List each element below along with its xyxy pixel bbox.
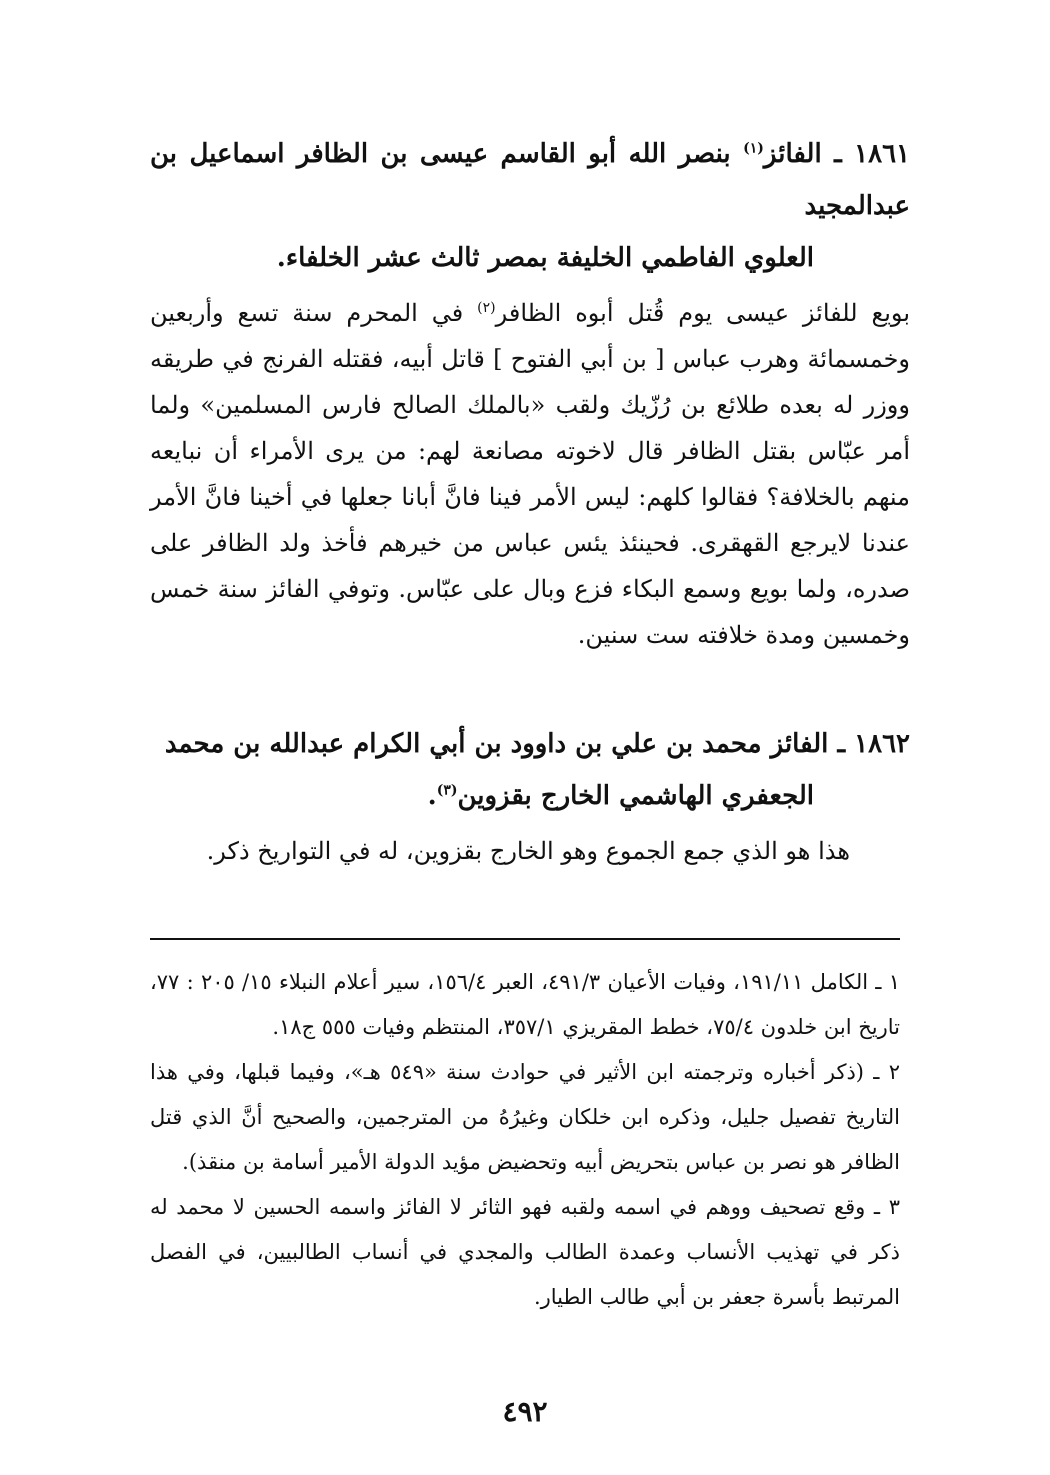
entry-heading <box>150 718 910 822</box>
entry-text <box>150 828 910 874</box>
body-text: بويع للفائز عيسى يوم قُتل أبوه الظافر <box>495 299 910 327</box>
entry-heading <box>150 128 910 284</box>
footnote-3: ٣ ـ وقع تصحيف ووهم في اسمه ولقبه فهو الثائر لا الفائز واسمه الحسين لا محمد له ذكر في تهذيب الأنساب وعمدة الطالب والمجدي في أنساب الطالبيين، في الفصل المرتبط بأسرة جعفر بن أبي طالب الطيار. <box>150 1195 900 1309</box>
heading-text: الفائز محمد بن علي بن داوود بن أبي الكرام عبدالله بن محمد <box>164 729 829 759</box>
footnote-2: ٢ ـ (ذكر أخباره وترجمته ابن الأثير في حوادث سنة «٥٤٩ هـ»، وفيما قبلها، وفي هذا التاريخ تفصيل جليل، وذكره ابن خلكان وغيرُهُ من المترجمين، والصحيح أنَّ الذي قتل الظافر هو نصر بن عباس بتحريض أبيه وتحضيض مؤيد الدولة الأمير أسامة بن منقذ). <box>150 1060 900 1174</box>
entry-text <box>150 290 910 658</box>
footnote-ref: (٣) <box>436 782 458 799</box>
footnote-1: ١ ـ الكامل ١٩١/١١، وفيات الأعيان ٤٩١/٣، العبر ١٥٦/٤، سير أعلام النبلاء ١٥/ ٢٠٥ : ٧٧، تاريخ ابن خلدون ٧٥/٤، خطط المقريزي ٣٥٧/١، المنتظم وفيات ٥٥٥ ج١٨. <box>150 970 900 1039</box>
heading-subtitle: العلوي الفاطمي الخليفة بمصر ثالث عشر الخلفاء. <box>276 243 814 273</box>
heading-text: الفائز <box>763 139 822 169</box>
footnote-ref: (١) <box>743 140 764 157</box>
entry-number: ١٨٦٢ ـ <box>837 729 910 759</box>
footnotes <box>150 960 900 1320</box>
heading-subtitle-text: الجعفري الهاشمي الخارج بقزوين <box>457 781 814 811</box>
heading-end-mark: . <box>427 781 437 811</box>
heading-subtitle <box>150 770 910 822</box>
heading-text: بنصر الله أبو القاسم عيسى بن الظافر اسماعيل بن عبدالمجيد <box>150 139 910 221</box>
entry-1862 <box>150 718 910 874</box>
entry-number: ١٨٦١ ـ <box>834 139 910 169</box>
body-text: هذا هو الذي جمع الجموع وهو الخارج بقزوين، له في التواريخ ذكر. <box>206 837 850 865</box>
entry-1861 <box>150 128 910 658</box>
footnote-ref: (٢) <box>477 300 496 316</box>
footnote-divider <box>150 938 900 940</box>
body-text: في المحرم سنة تسع وأربعين وخمسمائة وهرب عباس [ بن أبي الفتوح ] قاتل أبيه، فقتله الفرنج في طريقه ووزر له بعده طلائع بن رُزّيك ولقب «بالملك الصالح فارس المسلمين» ولما أمر عبّاس بقتل الظافر قال لاخوته مصانعة لهم: من يرى الأمراء أن نبايعه منهم بالخلافة؟ فقالوا كلهم: ليس الأمر فينا فانَّ أبانا جعلها في أخينا فانَّ الأمر عندنا لايرجع القهقرى. فحينئذ يئس عباس من خيرهم فأخذ ولد الظافر على صدره، ولما بويع وسمع البكاء فزع وبال على عبّاس. وتوفي الفائز سنة خمس وخمسين ومدة خلافته ست سنين. <box>150 299 910 649</box>
page-number: ٤٩٢ <box>502 1395 548 1428</box>
